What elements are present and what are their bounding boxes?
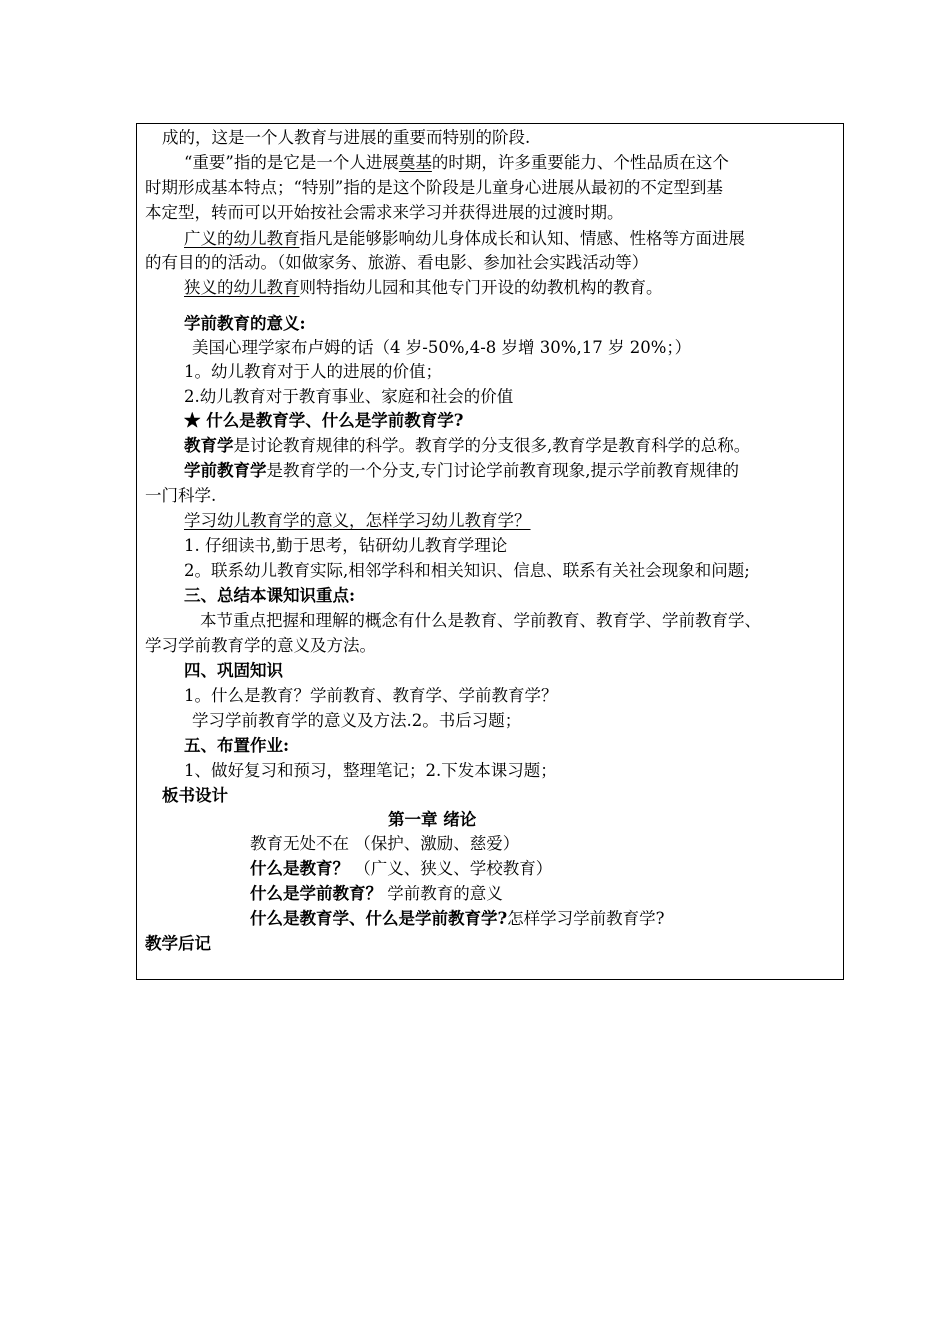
heading-significance: 学前教育的意义: (184, 314, 306, 333)
heading-summary: 三、总结本课知识重点: (184, 586, 356, 605)
term-foundation: 奠基 (398, 153, 432, 172)
definition-preschool-pedagogy-line2: 一门科学. (145, 486, 217, 505)
how-item-1: 1. 仔细读书,勤于思考，钻研幼儿教育学理论 (184, 536, 508, 555)
paragraph-important-line3: 本定型，转而可以开始按社会需求来学习并获得进展的过渡时期。 (145, 203, 624, 222)
term-broad-early-education: 广义的幼儿教育 (184, 229, 300, 248)
board-row-4: 什么是教育学、什么是学前教育学?怎样学习学前教育学? (250, 909, 665, 928)
heading-board-design: 板书设计 (162, 786, 228, 805)
heading-what-is-pedagogy: ★ 什么是教育学、什么是学前教育学? (184, 411, 464, 430)
how-item-2: 2。联系幼儿教育实际,相邻学科和相关知识、信息、联系有关社会现象和问题; (184, 561, 750, 580)
heading-teaching-notes: 教学后记 (145, 934, 211, 953)
heading-homework: 五、布置作业: (184, 736, 290, 755)
summary-line-1: 本节重点把握和理解的概念有什么是教育、学前教育、教育学、学前教育学、 (200, 611, 761, 630)
significance-item-1: 1。幼儿教育对于人的进展的价值； (184, 362, 442, 381)
heading-consolidate: 四、巩固知识 (184, 661, 283, 680)
paragraph-important-line1: “重要”指的是它是一个人进展奠基的时期，许多重要能力、个性品质在这个 (184, 153, 729, 172)
term-narrow-early-education: 狭义的幼儿教育 (184, 278, 300, 297)
paragraph-broad-definition-line2: 的有目的的活动。（如做家务、旅游、看电影、参加社会实践活动等） (145, 253, 649, 272)
consolidate-line-2: 学习学前教育学的意义及方法.2。书后习题； (192, 711, 522, 730)
definition-preschool-pedagogy: 学前教育学是教育学的一个分支,专门讨论学前教育现象,提示学前教育规律的 (184, 461, 739, 480)
paragraph-important-line2: 时期形成基本特点；“特别”指的是这个阶段是儿童身心进展从最初的不定型到基 (145, 178, 723, 197)
board-row-3: 什么是学前教育？ 学前教育的意义 (250, 884, 503, 903)
paragraph-stage-intro: 成的，这是一个人教育与进展的重要而特别的阶段. (162, 128, 531, 147)
board-row-1: 教育无处不在 （保护、激励、慈爱） (250, 834, 520, 853)
board-chapter-title: 第一章 绪论 (388, 810, 477, 829)
paragraph-broad-definition: 广义的幼儿教育指凡是能够影响幼儿身体成长和认知、情感、性格等方面进展 (184, 229, 745, 248)
paragraph-narrow-definition: 狭义的幼儿教育则特指幼儿园和其他专门开设的幼教机构的教育。 (184, 278, 663, 297)
bloom-quote: 美国心理学家布卢姆的话（4 岁-50%,4-8 岁增 30%,17 岁 20%；） (192, 338, 692, 357)
homework-line-1: 1、做好复习和预习，整理笔记；2.下发本课习题； (184, 761, 557, 780)
significance-item-2: 2.幼儿教育对于教育事业、家庭和社会的价值 (184, 387, 514, 406)
heading-how-to-learn: 学习幼儿教育学的意义，怎样学习幼儿教育学？ (184, 511, 531, 530)
consolidate-line-1: 1。什么是教育？学前教育、教育学、学前教育学？ (184, 686, 558, 705)
board-row-2: 什么是教育？ （广义、狭义、学校教育） (250, 859, 553, 878)
summary-line-2: 学习学前教育学的意义及方法。 (145, 636, 376, 655)
definition-pedagogy: 教育学是讨论教育规律的科学。教育学的分支很多,教育学是教育科学的总称。 (184, 436, 751, 455)
